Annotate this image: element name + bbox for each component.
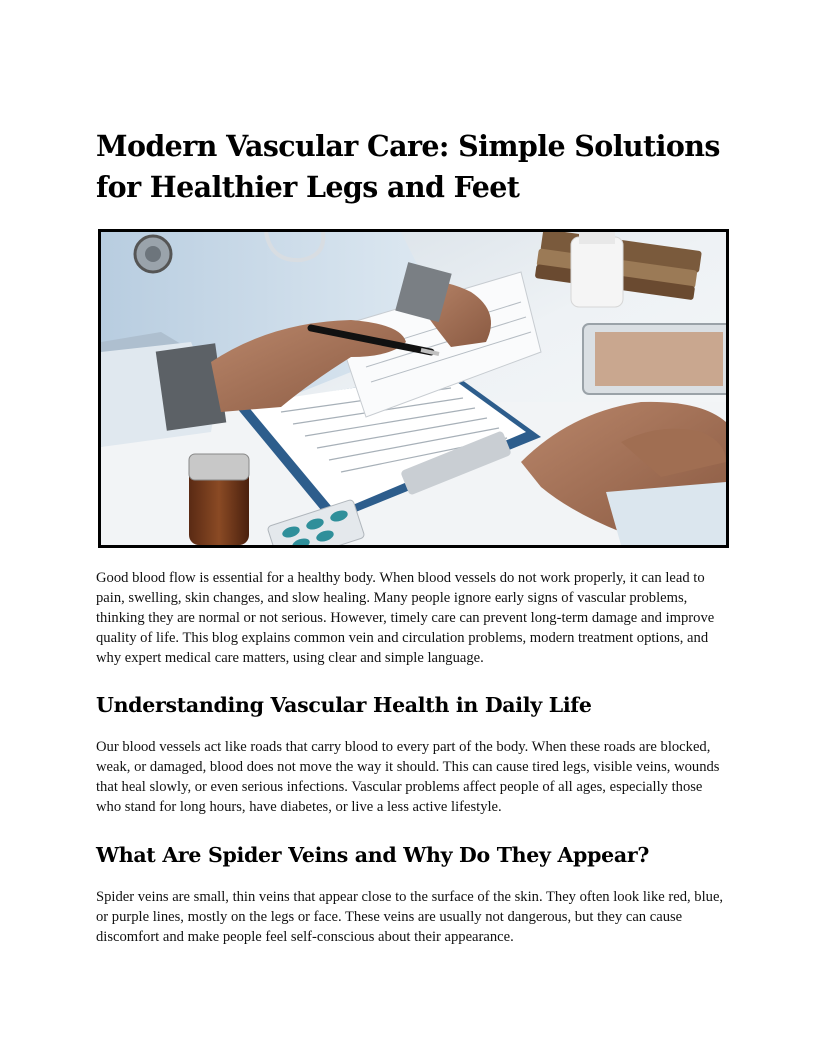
intro-paragraph: Good blood flow is essential for a healthy body. When blood vessels do not work properly, it can lead to pain, swelling, skin changes, and slow healing. Many people ignore early signs of vascular problems, thinking they are normal or not serious. However, timely care can prevent long-term damage and improve quality of life. This blog explains common vein and circulation problems, modern treatment options, and why expert medical care matters, using clear and simple language. — [96, 570, 715, 666]
section-heading-understanding: Understanding Vascular Health in Daily Life — [96, 693, 592, 717]
section-body-spider-veins: Spider veins are small, thin veins that appear close to the surface of the skin. They often look like red, blue, or purple lines, mostly on the legs or face. These veins are usually not dangerous, but they can cause discomfort and make people feel self-conscious about their appearance. — [96, 889, 724, 945]
photo-illustration — [101, 232, 726, 545]
section-heading-spider-veins: What Are Spider Veins and Why Do They Appear? — [96, 843, 650, 867]
article-title: Modern Vascular Care: Simple Solutions for Healthier Legs and Feet — [96, 129, 720, 204]
section-body-understanding: Our blood vessels act like roads that carry blood to every part of the body. When these roads are blocked, weak, or damaged, blood does not move the way it should. This can cause tired legs, visible veins, wounds that heal slowly, or even serious infections. Vascular problems affect people of all ages, especially those who stand for long hours, have diabetes, or live a less active lifestyle. — [96, 739, 720, 815]
doctor-consultation-photo — [98, 229, 729, 548]
